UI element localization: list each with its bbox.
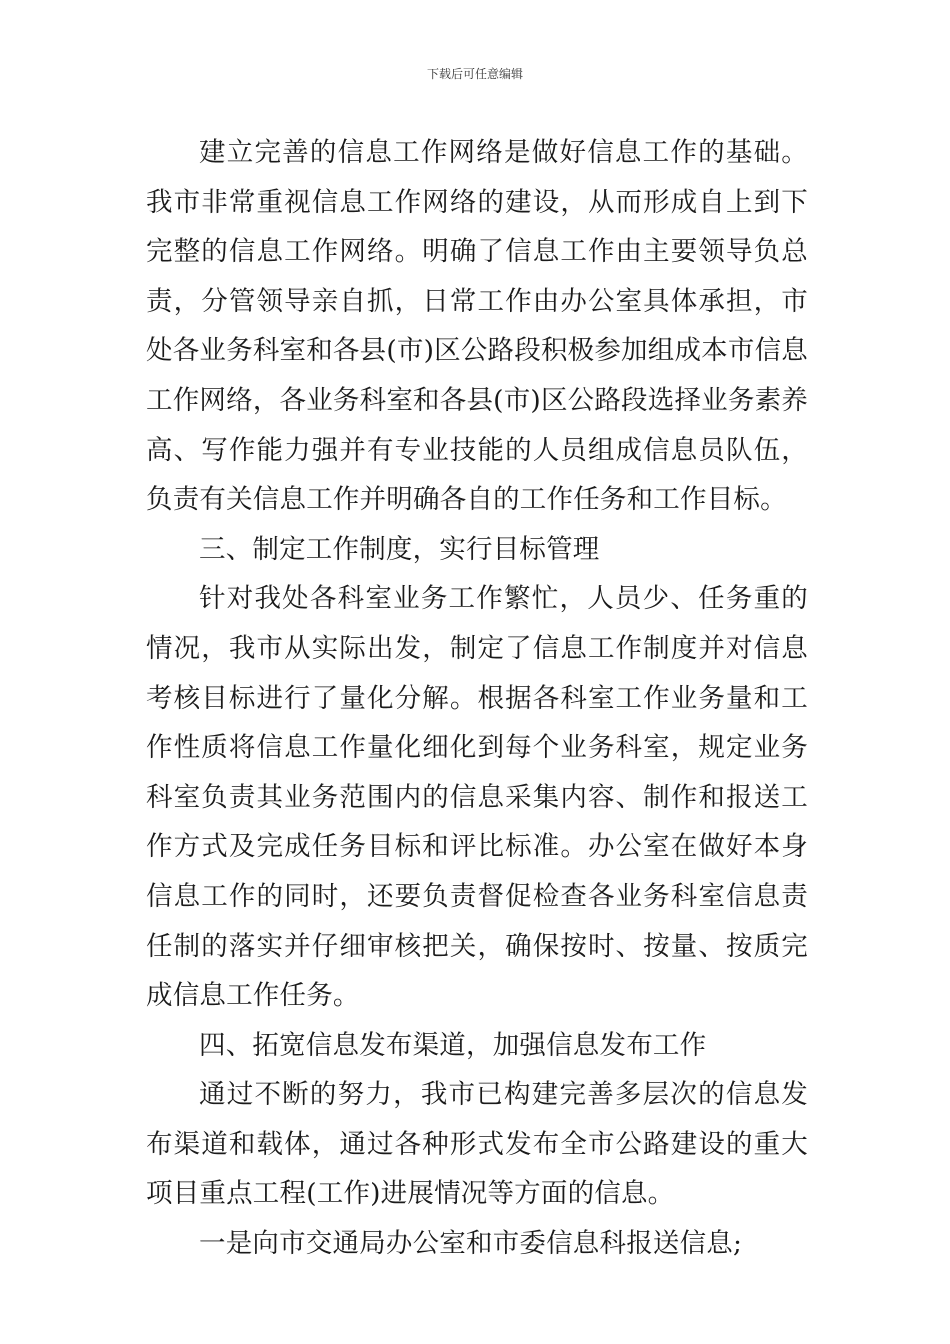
section-heading-3: 三、制定工作制度，实行目标管理 [199,533,600,565]
page-header: 下载后可任意编辑 [426,67,523,81]
document-body [146,128,808,1269]
paragraph-work-system: 针对我处各科室业务工作繁忙，人员少、任务重的情况，我市从实际出发，制定了信息工作制度并对信息考核目标进行了量化分解。根据各科室工作业务量和工作性质将信息工作量化细化到每个业务科室，规定业务科室负责其业务范围内的信息采集内容、制作和报送工作方式及完成任务目标和评比标准。办公室在做好本身信息工作的同时，还要负责督促检查各业务科室信息责任制的落实并仔细审核把关，确保按时、按量、按质完成信息工作任务。 [146,583,808,1012]
paragraph-release-channels: 通过不断的努力，我市已构建完善多层次的信息发布渠道和载体，通过各种形式发布全市公路建设的重大项目重点工程(工作)进展情况等方面的信息。 [146,1079,808,1210]
section-heading-4: 四、拓宽信息发布渠道，加强信息发布工作 [199,1029,707,1061]
paragraph-info-network: 建立完善的信息工作网络是做好信息工作的基础。我市非常重视信息工作网络的建设，从而形成自上到下完整的信息工作网络。明确了信息工作由主要领导负总责，分管领导亲自抓，日常工作由办公室具体承担，市处各业务科室和各县(市)区公路段积极参加组成本市信息工作网络，各业务科室和各县(市)区公路段选择业务素养高、写作能力强并有专业技能的人员组成信息员队伍，负责有关信息工作并明确各自的工作任务和工作目标。 [146,137,808,516]
paragraph-item-one: 一是向市交通局办公室和市委信息科报送信息; [199,1228,743,1260]
